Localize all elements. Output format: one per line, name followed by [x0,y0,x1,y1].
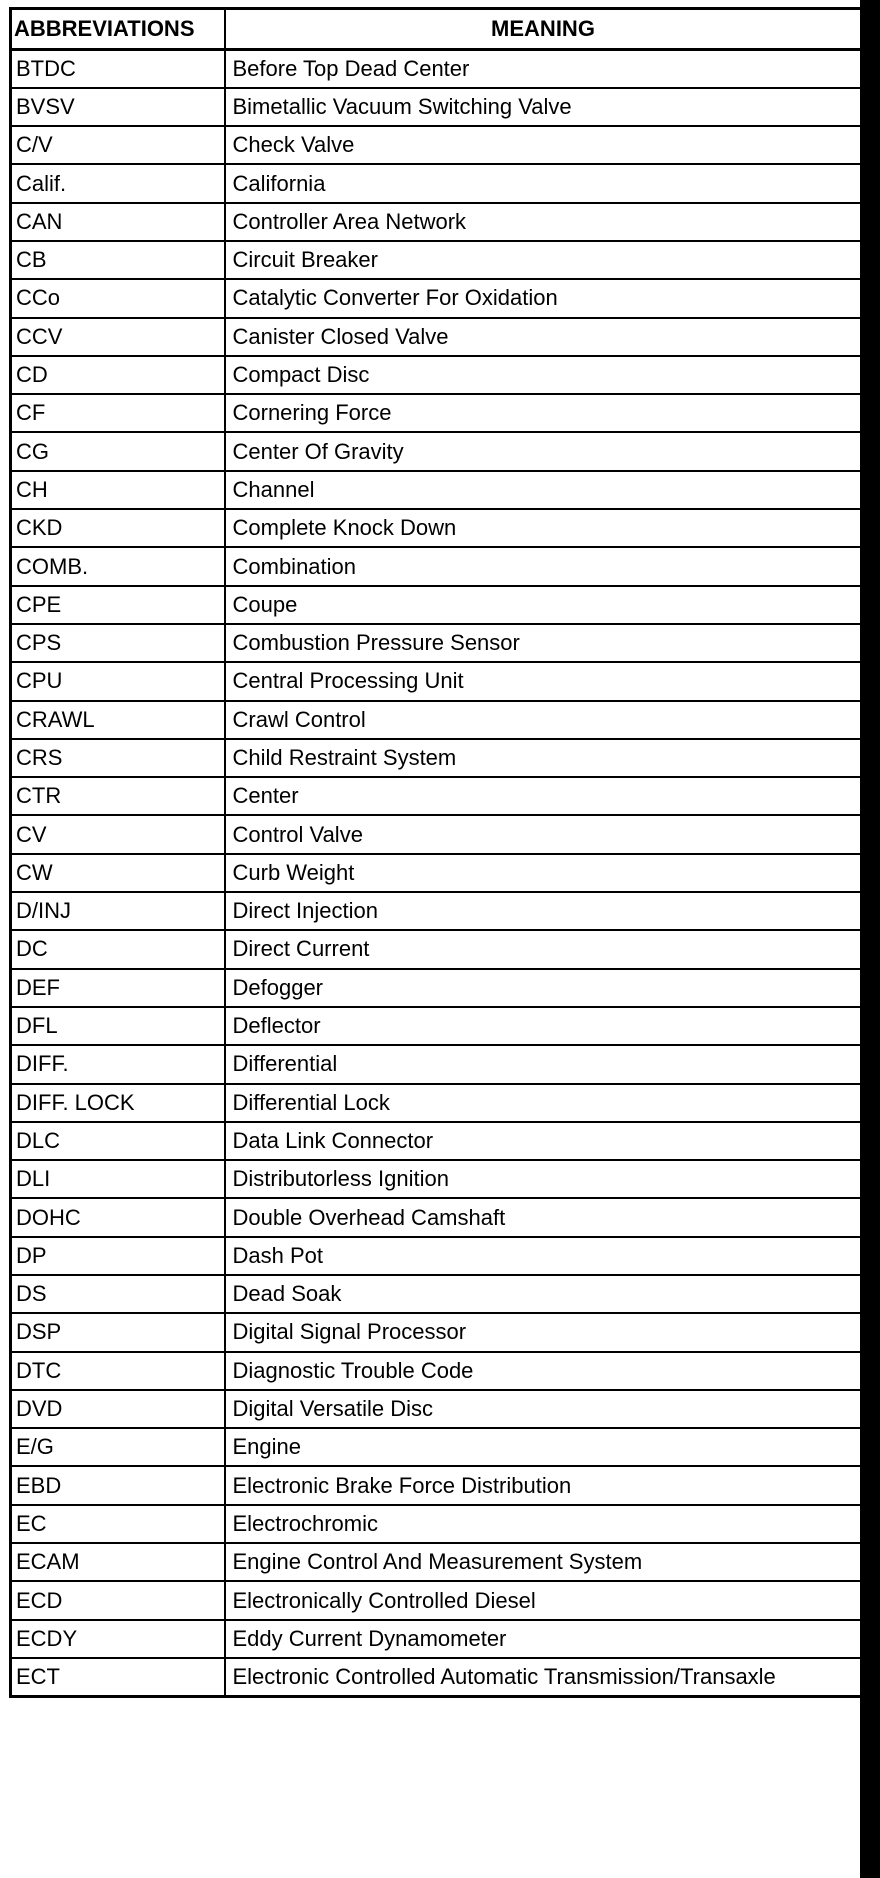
meaning-cell: Double Overhead Camshaft [225,1198,862,1236]
table-row [11,241,862,279]
table-row [11,1045,862,1083]
page-edge-bar [860,0,880,1878]
table-row [11,394,862,432]
abbreviation-cell: CW [11,854,225,892]
meaning-cell: Curb Weight [225,854,862,892]
table-row [11,739,862,777]
table-row [11,1390,862,1428]
table-row [11,1237,862,1275]
table-row [11,1122,862,1160]
abbreviation-cell: Calif. [11,164,225,202]
abbreviation-cell: CB [11,241,225,279]
abbreviation-cell: EBD [11,1466,225,1504]
table-row [11,892,862,930]
abbreviation-cell: DTC [11,1352,225,1390]
abbreviation-cell: CRS [11,739,225,777]
meaning-cell: Center Of Gravity [225,432,862,470]
meaning-cell: California [225,164,862,202]
meaning-cell: Defogger [225,969,862,1007]
table-row [11,701,862,739]
meaning-cell: Differential Lock [225,1084,862,1122]
table-row [11,1007,862,1045]
abbreviation-cell: EC [11,1505,225,1543]
table-row [11,815,862,853]
meaning-cell: Direct Current [225,930,862,968]
meaning-cell: Crawl Control [225,701,862,739]
abbreviation-cell: DVD [11,1390,225,1428]
table-row [11,1313,862,1351]
meaning-cell: Canister Closed Valve [225,318,862,356]
table-row [11,509,862,547]
abbreviation-cell: CCV [11,318,225,356]
abbreviation-cell: BVSV [11,88,225,126]
meaning-cell: Cornering Force [225,394,862,432]
table-row [11,854,862,892]
table-row [11,662,862,700]
meaning-cell: Combination [225,547,862,585]
meaning-cell: Electronic Controlled Automatic Transmission/Transaxle [225,1658,862,1696]
meaning-cell: Engine [225,1428,862,1466]
table-row [11,164,862,202]
abbreviation-cell: DLC [11,1122,225,1160]
abbreviation-cell: CCo [11,279,225,317]
abbreviation-cell: DLI [11,1160,225,1198]
table-row [11,1620,862,1658]
table-row [11,930,862,968]
abbreviations-column-header: ABBREVIATIONS [11,9,225,50]
abbreviation-cell: CF [11,394,225,432]
table-header-row [11,9,862,50]
meaning-cell: Central Processing Unit [225,662,862,700]
meaning-cell: Electrochromic [225,1505,862,1543]
table-row [11,1505,862,1543]
table-row [11,1466,862,1504]
meaning-cell: Complete Knock Down [225,509,862,547]
abbreviation-cell: CPS [11,624,225,662]
table-row [11,471,862,509]
abbreviation-cell: DIFF. LOCK [11,1084,225,1122]
meaning-cell: Dead Soak [225,1275,862,1313]
abbreviation-cell: DSP [11,1313,225,1351]
meaning-cell: Eddy Current Dynamometer [225,1620,862,1658]
meaning-cell: Child Restraint System [225,739,862,777]
meaning-cell: Deflector [225,1007,862,1045]
abbreviation-cell: CRAWL [11,701,225,739]
table-row [11,1543,862,1581]
meaning-cell: Compact Disc [225,356,862,394]
table-row [11,1275,862,1313]
table-row [11,88,862,126]
meaning-cell: Circuit Breaker [225,241,862,279]
table-row [11,356,862,394]
table-row [11,279,862,317]
meaning-cell: Electronically Controlled Diesel [225,1581,862,1619]
abbreviation-cell: ECD [11,1581,225,1619]
table-row [11,318,862,356]
abbreviation-cell: E/G [11,1428,225,1466]
abbreviation-cell: CKD [11,509,225,547]
meaning-cell: Coupe [225,586,862,624]
meaning-cell: Digital Signal Processor [225,1313,862,1351]
meaning-cell: Bimetallic Vacuum Switching Valve [225,88,862,126]
abbreviation-cell: C/V [11,126,225,164]
table-row [11,1428,862,1466]
table-row [11,432,862,470]
meaning-cell: Combustion Pressure Sensor [225,624,862,662]
table-row [11,969,862,1007]
abbreviation-cell: CPE [11,586,225,624]
abbreviation-cell: CAN [11,203,225,241]
table-row [11,624,862,662]
table-row [11,1352,862,1390]
table-row [11,1658,862,1696]
abbreviation-cell: CPU [11,662,225,700]
table-row [11,1581,862,1619]
abbreviation-cell: DP [11,1237,225,1275]
meaning-column-header: MEANING [225,9,862,50]
abbreviation-cell: CD [11,356,225,394]
table-row [11,1160,862,1198]
meaning-cell: Electronic Brake Force Distribution [225,1466,862,1504]
meaning-cell: Diagnostic Trouble Code [225,1352,862,1390]
meaning-cell: Differential [225,1045,862,1083]
meaning-cell: Before Top Dead Center [225,50,862,88]
abbreviation-cell: BTDC [11,50,225,88]
abbreviation-cell: DIFF. [11,1045,225,1083]
abbreviation-cell: CH [11,471,225,509]
abbreviation-cell: DEF [11,969,225,1007]
meaning-cell: Direct Injection [225,892,862,930]
meaning-cell: Catalytic Converter For Oxidation [225,279,862,317]
meaning-cell: Channel [225,471,862,509]
table-row [11,1084,862,1122]
table-row [11,50,862,88]
abbreviation-cell: ECAM [11,1543,225,1581]
meaning-cell: Data Link Connector [225,1122,862,1160]
meaning-cell: Center [225,777,862,815]
abbreviation-cell: DC [11,930,225,968]
abbreviation-cell: DFL [11,1007,225,1045]
abbreviation-cell: DOHC [11,1198,225,1236]
table-row [11,777,862,815]
abbreviation-cell: CTR [11,777,225,815]
abbreviation-cell: ECDY [11,1620,225,1658]
table-row [11,126,862,164]
abbreviation-cell: CG [11,432,225,470]
abbreviation-cell: ECT [11,1658,225,1696]
meaning-cell: Distributorless Ignition [225,1160,862,1198]
meaning-cell: Engine Control And Measurement System [225,1543,862,1581]
table-row [11,547,862,585]
table-row [11,586,862,624]
abbreviation-cell: CV [11,815,225,853]
table-body [11,50,862,1697]
abbreviation-cell: DS [11,1275,225,1313]
meaning-cell: Controller Area Network [225,203,862,241]
meaning-cell: Control Valve [225,815,862,853]
meaning-cell: Digital Versatile Disc [225,1390,862,1428]
abbreviations-table [9,7,863,1698]
abbreviation-cell: D/INJ [11,892,225,930]
table-row [11,1198,862,1236]
table-row [11,203,862,241]
meaning-cell: Check Valve [225,126,862,164]
abbreviation-cell: COMB. [11,547,225,585]
meaning-cell: Dash Pot [225,1237,862,1275]
